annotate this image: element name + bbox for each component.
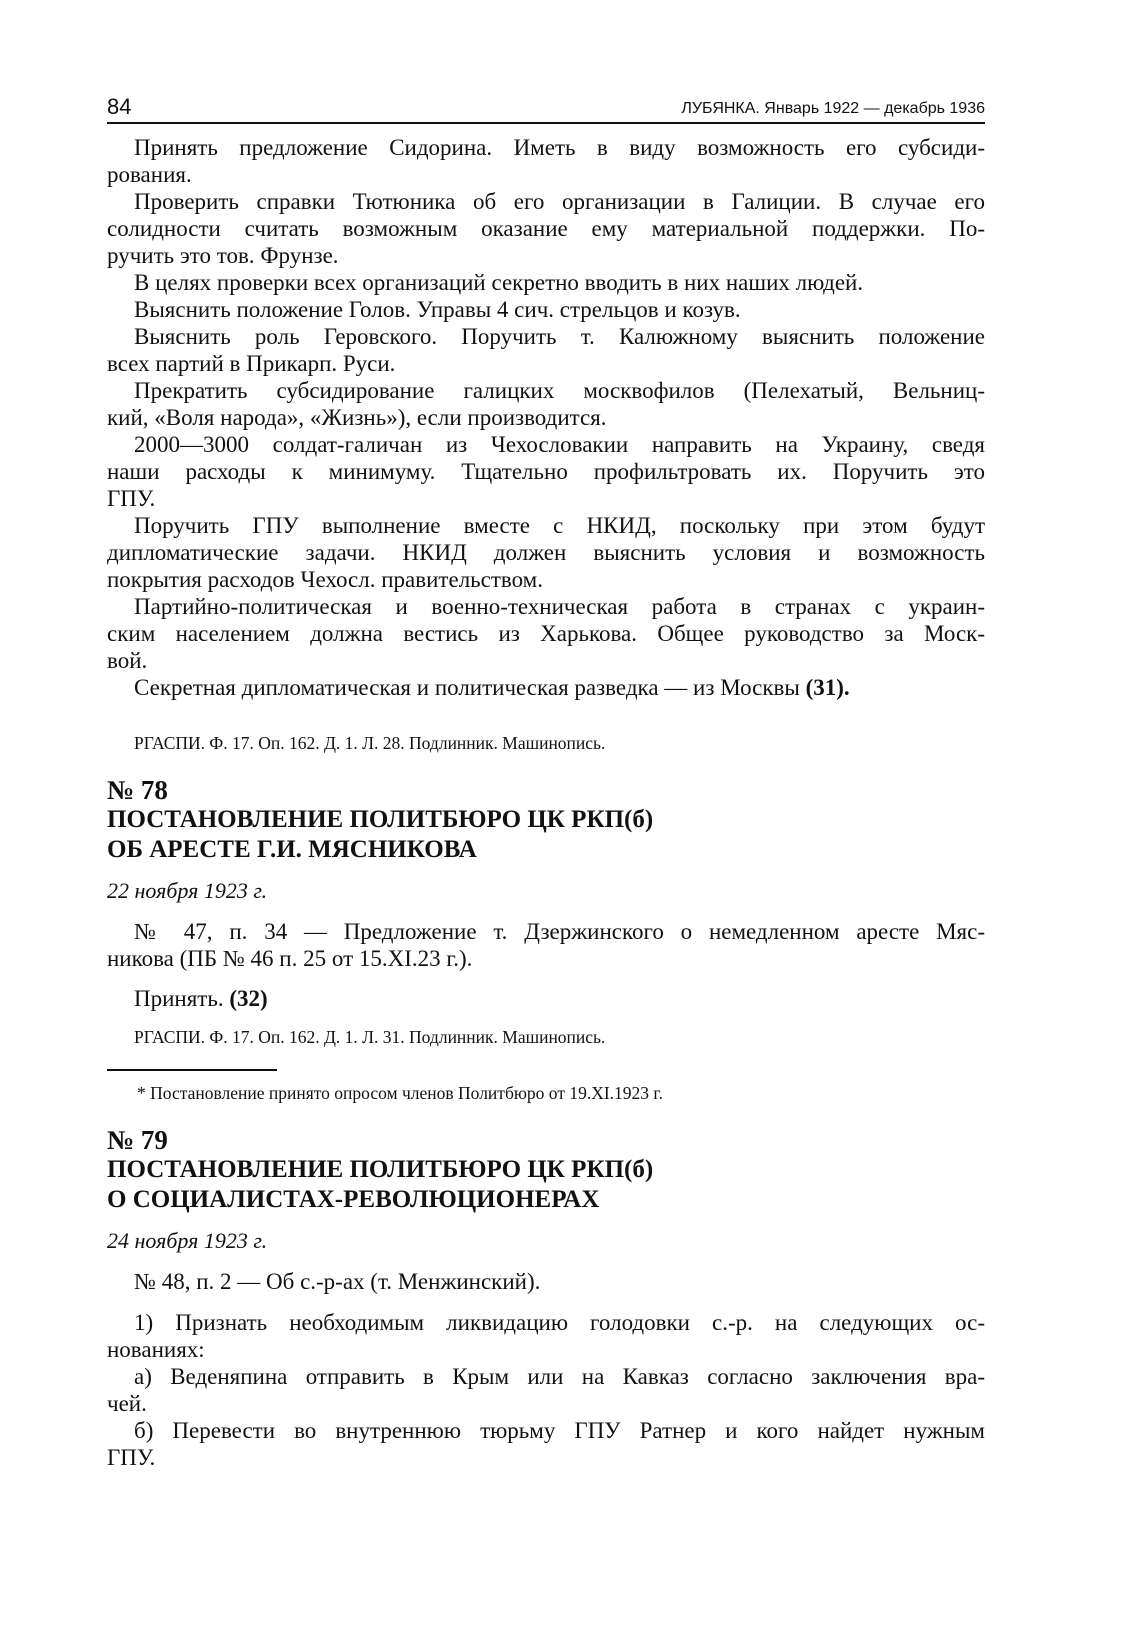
paragraph-line — [107, 350, 985, 377]
paragraph-line — [107, 431, 985, 458]
paragraph-line — [107, 377, 985, 404]
paragraph-line — [107, 296, 985, 323]
paragraph-line — [107, 242, 985, 269]
line-text: Проверить справки Тютюника об его организации в Галиции. В случае его — [134, 189, 985, 214]
line-text: Поручить ГПУ выполнение вместе с НКИД, поскольку при этом будут — [134, 513, 985, 538]
paragraph-line — [107, 161, 985, 188]
document-title: О СОЦИАЛИСТАХ-РЕВОЛЮЦИОНЕРАХ — [107, 1186, 600, 1213]
paragraph-line — [107, 593, 985, 620]
paragraph — [107, 1309, 985, 1363]
paragraph — [107, 269, 985, 296]
paragraph-line — [107, 566, 985, 593]
paragraph — [107, 134, 985, 188]
paragraph-line — [107, 1309, 985, 1336]
paragraph-line — [107, 512, 985, 539]
paragraph-line — [107, 1417, 985, 1444]
line-text: а) Веденяпина отправить в Крым или на Кавказ согласно заключения вра- — [134, 1364, 985, 1389]
paragraph-line — [107, 134, 985, 161]
archive-source: РГАСПИ. Ф. 17. Оп. 162. Д. 1. Л. 31. Подлинник. Машинопись. — [134, 1027, 606, 1047]
paragraph-line — [107, 1444, 985, 1471]
document-number: № 78 — [107, 775, 168, 805]
continuation-text — [107, 134, 985, 701]
paragraph-line — [107, 404, 985, 431]
paragraph-line — [107, 674, 985, 701]
paragraph-line — [107, 1336, 985, 1363]
line-text: ГПУ. — [107, 1445, 156, 1470]
line-text: Прекратить субсидирование галицких москвофилов (Пелехатый, Вельниц- — [134, 378, 985, 403]
paragraph — [107, 1417, 985, 1471]
paragraph-line — [107, 188, 985, 215]
line-text: ским населением должна вестись из Харькова. Общее руководство за Моск- — [107, 621, 985, 646]
document-title: ПОСТАНОВЛЕНИЕ ПОЛИТБЮРО ЦК РКП(б) — [107, 1156, 654, 1183]
note-ref: (32) — [229, 986, 268, 1011]
page-number: 84 — [107, 94, 132, 119]
line-text: Выяснить роль Геровского. Поручить т. Калюжному выяснить положение — [134, 324, 985, 349]
line-text: ручить это тов. Фрунзе. — [107, 243, 339, 268]
paragraph — [107, 674, 985, 701]
note-ref: (31). — [805, 675, 850, 700]
paragraph — [107, 323, 985, 377]
line-text: ГПУ. — [107, 486, 156, 511]
document-title: ОБ АРЕСТЕ Г.И. МЯСНИКОВА — [107, 836, 477, 863]
running-head: ЛУБЯНКА. Январь 1922 — декабрь 1936 — [681, 100, 985, 117]
line-text: нованиях: — [107, 1337, 205, 1362]
document-title: ПОСТАНОВЛЕНИЕ ПОЛИТБЮРО ЦК РКП(б) — [107, 806, 654, 833]
paragraph — [107, 431, 985, 512]
paragraph-line — [107, 1390, 985, 1417]
paragraph-line — [107, 485, 985, 512]
decision-line — [107, 985, 985, 1012]
intro-line: № 48, п. 2 — Об с.-р-ах (т. Менжинский). — [134, 1269, 541, 1294]
line-text: Принять предложение Сидорина. Иметь в виду возможность его субсиди- — [134, 135, 985, 160]
archive-source: РГАСПИ. Ф. 17. Оп. 162. Д. 1. Л. 28. Подлинник. Машинопись. — [134, 733, 606, 753]
line-text: покрытия расходов Чехосл. правительством. — [107, 567, 543, 592]
line-text: солидности считать возможным оказание ему материальной поддержки. По- — [107, 216, 985, 241]
line-text: наши расходы к минимуму. Тщательно профильтровать их. Поручить это — [107, 459, 985, 484]
paragraph — [107, 1363, 985, 1417]
paragraph-line — [107, 647, 985, 674]
line-text: кий, «Воля народа», «Жизнь»), если производится. — [107, 405, 607, 430]
line-text: дипломатические задачи. НКИД должен выяснить условия и возможность — [107, 540, 985, 565]
line-text: Секретная дипломатическая и политическая разведка — из Москвы — [134, 675, 800, 700]
document-number: № 79 — [107, 1125, 168, 1155]
page-header — [107, 90, 985, 124]
paragraph — [107, 188, 985, 269]
paragraph-line — [107, 215, 985, 242]
paragraph-line — [107, 458, 985, 485]
line-text: В целях проверки всех организаций секретно вводить в них наших людей. — [134, 270, 864, 295]
line-text: 1) Признать необходимым ликвидацию голодовки с.-р. на следующих ос- — [134, 1310, 985, 1335]
paragraph — [107, 593, 985, 674]
paragraph — [107, 377, 985, 431]
paragraph-line: № 47, п. 34 — Предложение т. Дзержинского о немедленном аресте Мяс- — [134, 919, 985, 944]
resolution-items — [107, 1309, 985, 1471]
paragraph — [107, 512, 985, 593]
line-text: всех партий в Прикарп. Руси. — [107, 351, 396, 376]
paragraph-line: никова (ПБ № 46 п. 25 от 15.XI.23 г.). — [107, 946, 473, 971]
line-text: рования. — [107, 162, 192, 187]
paragraph — [107, 296, 985, 323]
line-text: б) Перевести во внутреннюю тюрьму ГПУ Ратнер и кого найдет нужным — [134, 1418, 985, 1443]
document-date: 24 ноября 1923 г. — [107, 1228, 268, 1253]
document-page — [107, 90, 985, 1471]
line-text: чей. — [107, 1391, 147, 1416]
footnote: * Постановление принято опросом членов Политбюро от 19.XI.1923 г. — [137, 1083, 664, 1103]
paragraph-line — [107, 269, 985, 296]
document-date: 22 ноября 1923 г. — [107, 878, 268, 903]
paragraph-line — [107, 323, 985, 350]
paragraph-line — [107, 1363, 985, 1390]
decision-text: Принять. — [134, 986, 224, 1011]
line-text: Партийно-политическая и военно-техническая работа в странах с украин- — [134, 594, 985, 619]
line-text: вой. — [107, 648, 148, 673]
line-text: 2000—3000 солдат-галичан из Чехословакии направить на Украину, сведя — [134, 432, 985, 457]
paragraph-line — [107, 539, 985, 566]
paragraph-line — [107, 620, 985, 647]
line-text: Выяснить положение Голов. Управы 4 сич. стрельцов и козув. — [134, 297, 741, 322]
